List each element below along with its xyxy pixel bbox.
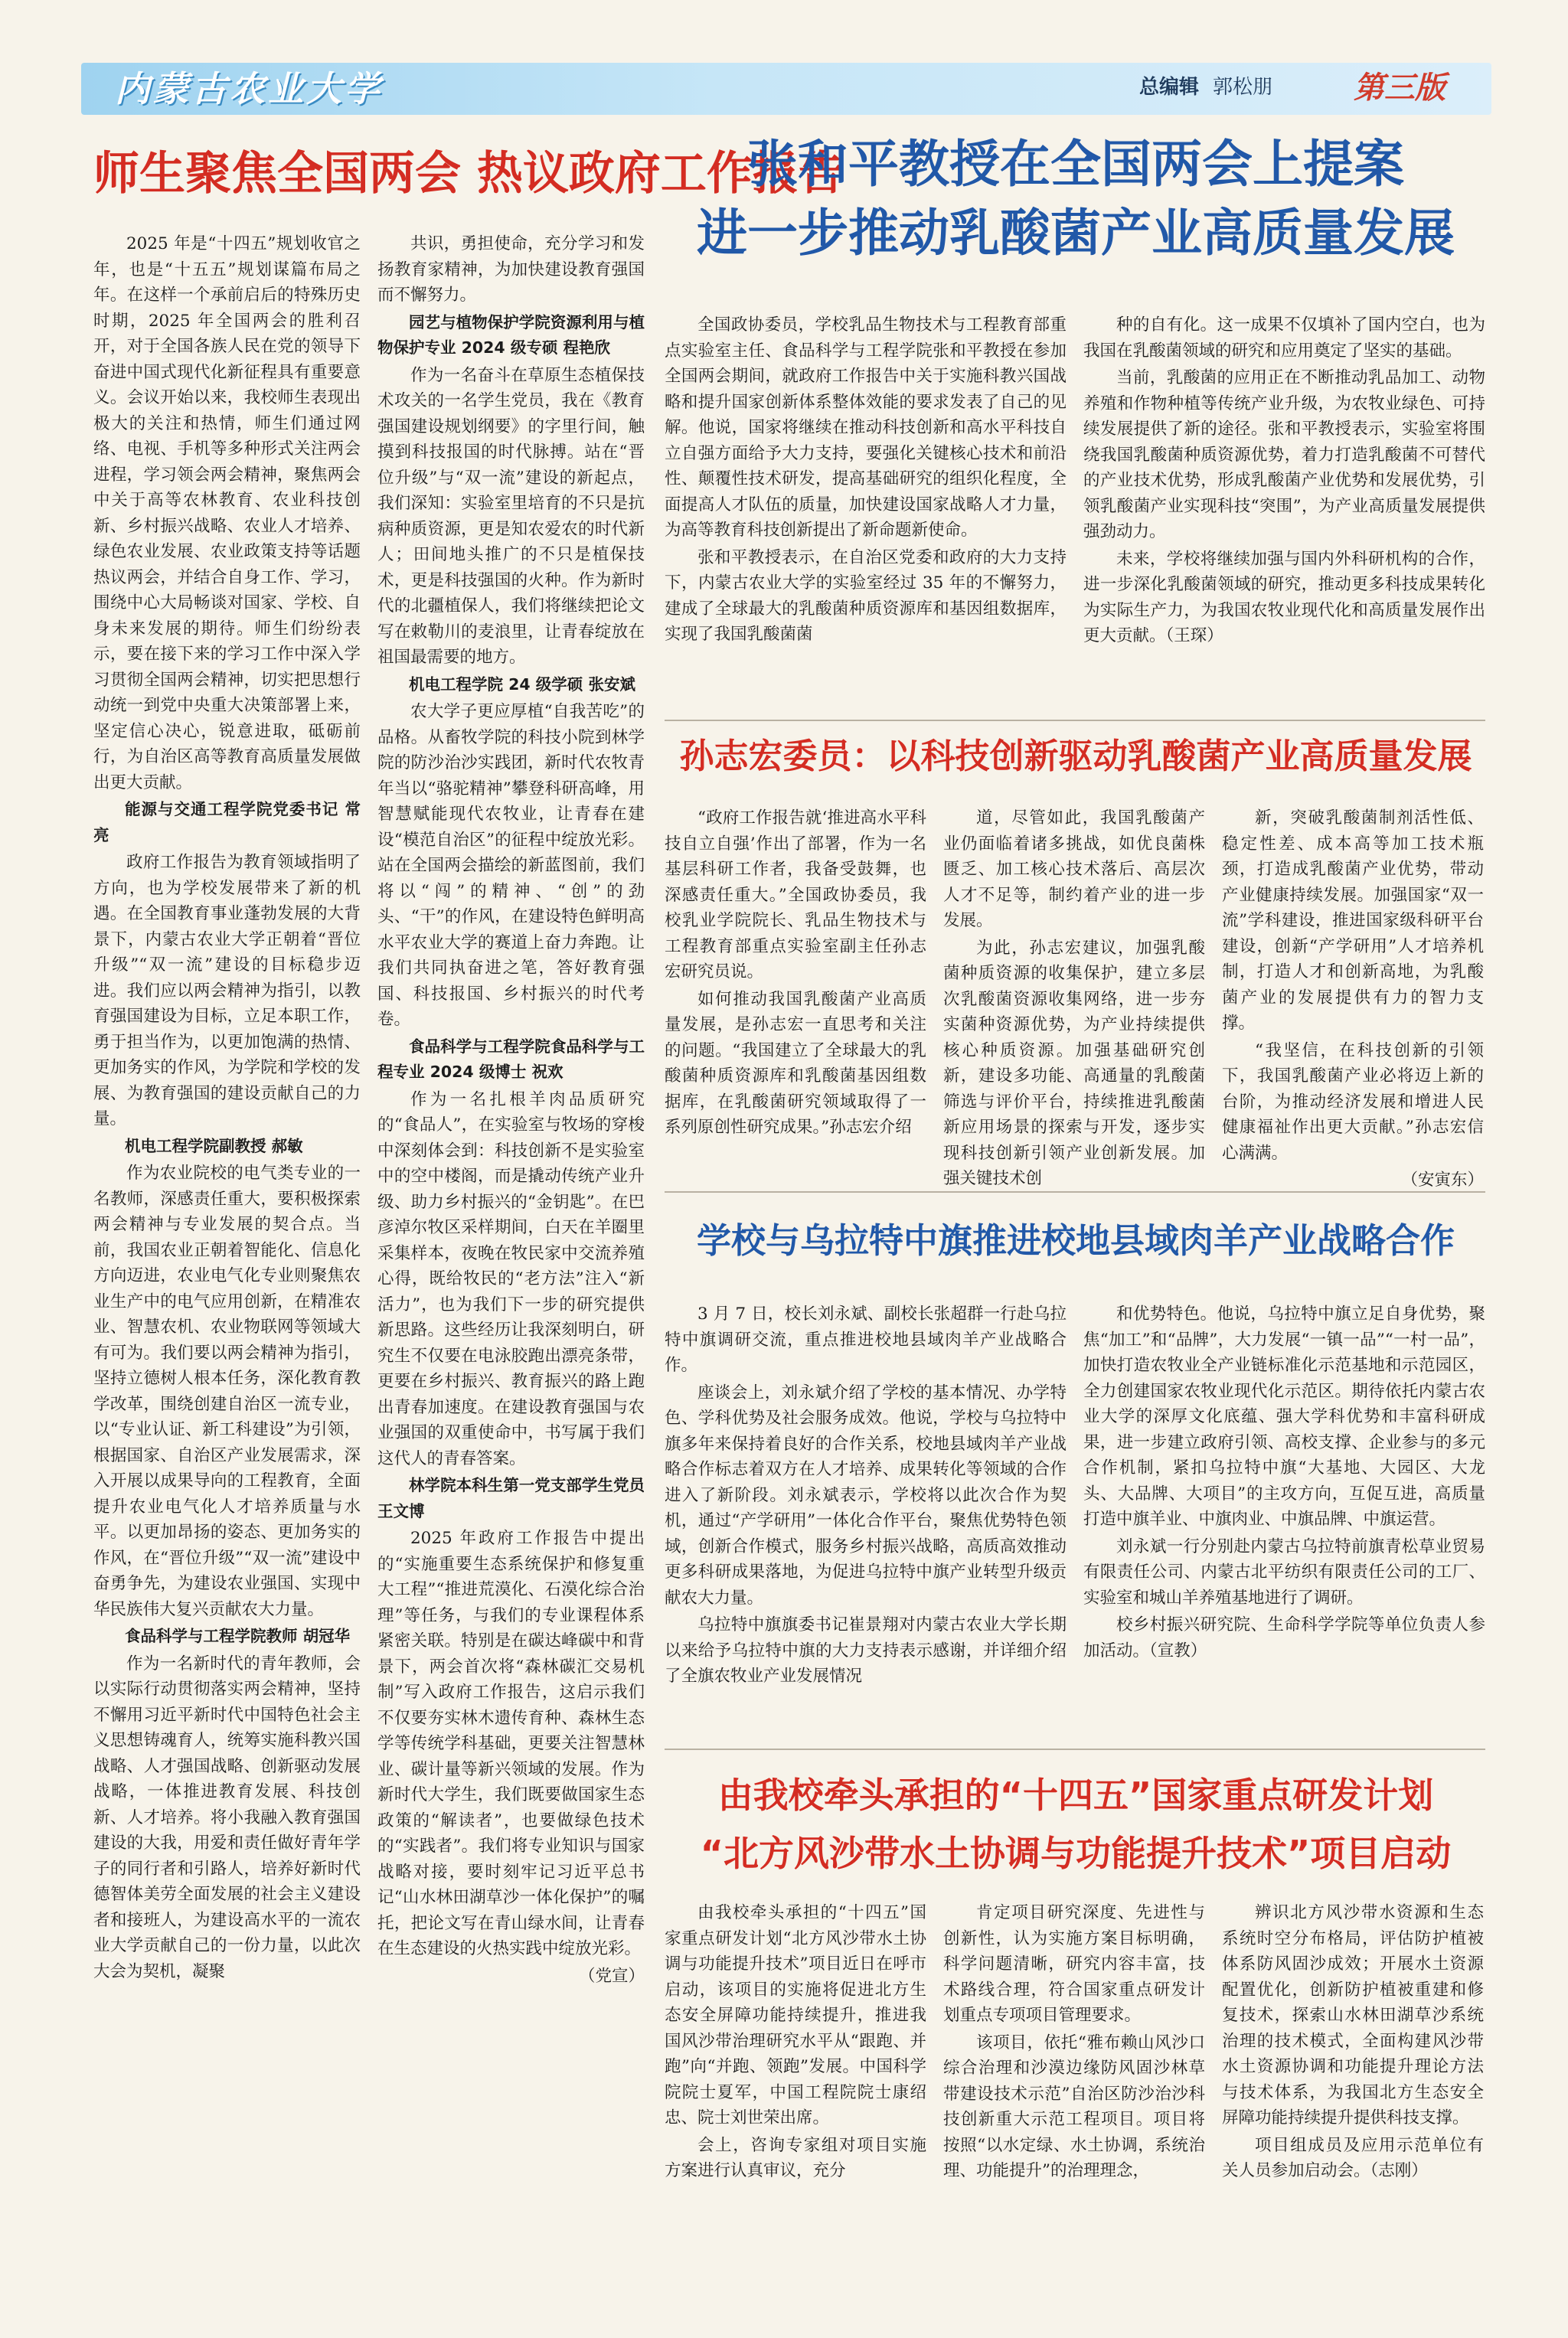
paragraph: 如何推动我国乳酸菌产业高质量发展，是孙志宏一直思考和关注的问题。“我国建立了全球最大的乳酸菌种质资源库和乳酸菌基因组数据库，在乳酸菌研究领域取得了一系列原创性研究成果。”孙志宏介绍: [665, 989, 926, 1137]
byline: 园艺与植物保护学院资源利用与植物保护专业 2024 级专硕 程艳欣: [377, 312, 645, 357]
byline: 食品科学与工程学院食品科学与工程专业 2024 级博士 祝欢: [377, 1037, 645, 1081]
sun-col-3: [1222, 805, 1484, 1188]
project-col-3: [1222, 1900, 1484, 2298]
wulate-headline: 学校与乌拉特中旗推进校地县域肉羊产业战略合作: [696, 1220, 1455, 1261]
project-col-2: [943, 1900, 1205, 2298]
paragraph: 张和平教授表示，在自治区党委和政府的大力支持下，内蒙古农业大学的实验室经过 35 年的不懈努力，建成了全球最大的乳酸菌种质资源库和基因组数据库，实现了我国乳酸菌菌: [665, 547, 1067, 644]
paragraph: 政府工作报告为教育领域指明了方向，也为学校发展带来了新的机遇。在全国教育事业蓬勃发展的大背景下，内蒙古农业大学正朝着“晋位升级”“双一流”建设的目标稳步迈进。我们应以两会精神为指引，以教育强国建设为目标，立足本职工作，勇于担当作为，以更加饱满的热情、更加务实的作风，为学院和学校的发展、为教育强国的建设贡献自己的力量。: [93, 853, 361, 1128]
project-col-1: [665, 1900, 926, 2298]
sun-article: [665, 805, 1485, 1188]
masthead-editor: [1139, 72, 1272, 103]
paragraph: 共识，勇担使命，充分学习和发扬教育家精神，为加快建设教育强国而不懈努力。: [377, 234, 645, 305]
paragraph: 作为一名新时代的青年教师，会以实际行动贯彻落实两会精神，坚持不懈用习近平新时代中国特色社会主义思想铸魂育人，统筹实施科教兴国战略、人才强国战略、创新驱动发展战略，一体推进教育发展、科技创新、人才培养。将小我融入教育强国建设的大我，用爱和责任做好青年学子的同行者和引路人，培养好新时代德智体美劳全面发展的社会主义建设者和接班人，为建设高水平的一流农业大学贡献自己的一份力量，以此次大会为契机，凝聚: [93, 1654, 361, 1981]
author-sign: （安寅东）: [1401, 1171, 1484, 1188]
paragraph: 项目组成员及应用示范单位有关人员参加启动会。（志刚）: [1222, 2135, 1484, 2180]
paragraph: 乌拉特中旗旗委书记崔景翔对内蒙古农业大学长期以来给予乌拉特中旗的大力支持表示感谢，并详细介绍了全旗农牧业产业发展情况: [665, 1615, 1067, 1686]
project-headline-line2: “北方风沙带水土协调与功能提升技术”项目启动: [700, 1833, 1452, 1874]
paragraph: 为此，孙志宏建议，加强乳酸菌种质资源的收集保护，建立多层次乳酸菌资源收集网络，进一步夯实菌种资源优势，为产业持续提供核心种质资源。加强基础研究创新，建设多功能、高通量的乳酸菌筛选与评价平台，持续推进乳酸菌新应用场景的探索与开发，逐步实现科技创新引领产业创新发展。加强关键技术创: [943, 938, 1205, 1188]
paragraph: 作为一名扎根羊肉品质研究的“食品人”，在实验室与牧场的穿梭中深刻体会到：科技创新不是实验室中的空中楼阁，而是撬动传统产业升级、助力乡村振兴的“金钥匙”。在巴彦淖尔牧区采样期间，白天在羊圈里采集样本，夜晚在牧民家中交流养殖心得，既给牧民的“老方法”注入“新活力”，也为我们下一步的研究提供新思路。这些经历让我深刻明白，研究生不仅要在电泳胶跑出漂亮条带，更要在乡村振兴、教育振兴的路上跑出青春加速度。在建设教育强国与农业强国的双重使命中，书写属于我们这代人的青春答案。: [377, 1089, 645, 1468]
paragraph: 座谈会上，刘永斌介绍了学校的基本情况、办学特色、学科优势及社会服务成效。他说，学校与乌拉特中旗多年来保持着良好的合作关系，校地县域肉羊产业战略合作标志着双方在人才培养、成果转化等领域的合作进入了新阶段。刘永斌表示，学校将以此次合作为契机，通过“产学研用”一体化合作平台，聚焦优势特色领域，创新合作模式，服务乡村振兴战略，高质高效推动更多科研成果落地，为促进乌拉特中旗产业转型升级贡献农大力量。: [665, 1383, 1067, 1608]
divider: [665, 1191, 1485, 1193]
paragraph: 当前，乳酸菌的应用正在不断推动乳品加工、动物养殖和作物种植等传统产业升级，为农牧业绿色、可持续发展提供了新的途径。张和平教授表示，实验室将围绕我国乳酸菌种质资源优势，着力打造乳酸菌不可替代的产业技术优势，形成乳酸菌产业优势和发展优势，引领乳酸菌产业实现科技“突围”，为产业高质量发展提供强劲动力。: [1083, 368, 1485, 541]
paragraph: 道，尽管如此，我国乳酸菌产业仍面临着诸多挑战，如优良菌株匮乏、加工核心技术落后、高层次人才不足等，制约着产业的进一步发展。: [943, 808, 1205, 930]
byline: 食品科学与工程学院教师 胡冠华: [125, 1627, 351, 1645]
byline: 林学院本科生第一党支部学生党员 王文博: [377, 1476, 645, 1520]
zhang-article: [665, 312, 1485, 718]
paragraph: 校乡村振兴研究院、生命科学学院等单位负责人参加活动。（宣教）: [1083, 1615, 1485, 1660]
zhang-col-2: [1083, 312, 1485, 718]
paragraph: 刘永斌一行分别赴内蒙古乌拉特前旗青松草业贸易有限责任公司、内蒙古北平纺织有限责任公司的工厂、实验室和城山羊养殖基地进行了调研。: [1083, 1536, 1485, 1608]
project-headline-line1: 由我校牵头承担的“十四五”国家重点研发计划: [717, 1775, 1434, 1816]
paragraph: 作为农业院校的电气类专业的一名教师，深感责任重大，要积极探索两会精神与专业发展的契合点。当前，我国农业正朝着智能化、信息化方向迈进，农业电气化专业则聚焦农业生产中的电气应用创新，在精准农业、智慧农机、农业物联网等领域大有可为。我们要以两会精神为指引，坚持立德树人根本任务，深化教育教学改革，围绕创建自治区一流专业，以“专业认证、新工科建设”为引领，根据国家、自治区产业发展需求，深入开展以成果导向的工程教育，全面提升农业电气化人才培养质量与水平。以更加昂扬的姿态、更加务实的作风，在“晋位升级”“双一流”建设中奋勇争先，为建设农业强国、实现中华民族伟大复兴贡献农大力量。: [93, 1164, 361, 1619]
lianghui-headline: 师生聚焦全国两会 热议政府工作报告: [93, 147, 844, 201]
paragraph: 会上，咨询专家组对项目实施方案进行认真审议，充分: [665, 2135, 926, 2180]
lianghui-col-1: [93, 231, 361, 2252]
zhang-headline-line2: 进一步推动乳酸菌产业高质量发展: [697, 204, 1455, 263]
paragraph: 和优势特色。他说，乌拉特中旗立足自身优势，聚焦“加工”和“品牌”，大力发展“一镇一品”“一村一品”，加快打造农牧业全产业链标准化示范基地和示范园区，全力创建国家农牧业现代化示范区。期待依托内蒙古农业大学的深厚文化底蕴、强大学科优势和丰富科研成果，进一步建立政府引领、高校支撑、企业参与的多元合作机制，紧扣乌拉特中旗“大基地、大园区、大龙头、大品牌、大项目”的主攻方向，互促互进，高质量打造中旗羊业、中旗肉业、中旗品牌、中旗运营。: [1083, 1305, 1485, 1529]
paragraph: 农大学子更应厚植“自我苦吃”的品格。从畜牧学院的科技小院到林学院的防沙治沙实践团，新时代农牧青年当以“骆驼精神”攀登科研高峰，用智慧赋能现代农牧业，让青春在建设“模范自治区”的征程中绽放光彩。站在全国两会描绘的新蓝图前，我们将以“闯”的精神、“创”的劲头、“干”的作风，在建设特色鲜明高水平农业大学的赛道上奋力奔跑。让我们共同执奋进之笔，答好教育强国、科技报国、乡村振兴的时代考卷。: [377, 702, 645, 1029]
paragraph: 作为一名奋斗在草原生态植保技术攻关的一名学生党员，我在《教育强国建设规划纲要》的字里行间，触摸到科技报国的时代脉搏。站在“晋位升级”与“双一流”建设的新起点，我们深知：实验室里培育的不只是抗病种质资源，更是知农爱农的时代新人；田间地头推广的不只是植保技术，更是科技强国的火种。作为新时代的北疆植保人，我们将继续把论文写在敕勒川的麦浪里，让青春绽放在祖国最需要的地方。: [377, 365, 645, 667]
paragraph: 种的自有化。这一成果不仅填补了国内空白，也为我国在乳酸菌领域的研究和应用奠定了坚实的基础。: [1083, 315, 1485, 361]
divider: [665, 720, 1485, 721]
editor-label: 总编辑: [1139, 76, 1200, 99]
paragraph: 2025 年政府工作报告中提出的“实施重要生态系统保护和修复重大工程”“推进荒漠化、石漠化综合治理”等任务，与我们的专业课程体系紧密关联。特别是在碳达峰碳中和背景下，两会首次将“森林碳汇交易机制”写入政府工作报告，这启示我们不仅要夯实林木遗传育种、森林生态学等传统学科基础，更要关注智慧林业、碳计量等新兴领域的发展。作为新时代大学生，我们既要做国家生态政策的“解读者”，也要做绿色技术的“实践者”。我们将专业知识与国家战略对接，要时刻牢记习近平总书记“山水林田湖草沙一体化保护”的嘱托，把论文写在青山绿水间，让青春在生态建设的火热实践中绽放光彩。: [377, 1529, 645, 1958]
zhang-headline-line1: 张和平教授在全国两会上提案: [747, 135, 1404, 194]
lianghui-article: [93, 231, 645, 2252]
masthead-brand: 内蒙古农业大学: [115, 68, 383, 109]
paragraph: 未来，学校将继续加强与国内外科研机构的合作，进一步深化乳酸菌领域的研究，推动更多科技成果转化为实际生产力，为我国农牧业现代化和高质量发展作出更大贡献。（王琛）: [1083, 549, 1485, 645]
paragraph: 辨识北方风沙带水资源和生态系统时空分布格局，评估防护植被体系防风固沙成效；开展水土资源配置优化，创新防护植被重建和修复技术，探索山水林田湖草沙系统治理的技术模式，全面构建风沙带水土资源协调和功能提升理论方法与技术体系，为我国北方生态安全屏障功能持续提升提供科技支撑。: [1222, 1903, 1484, 2127]
wulate-col-2: [1083, 1301, 1485, 1745]
sun-col-1: [665, 805, 926, 1188]
byline: 能源与交通工程学院党委书记 常亮: [93, 800, 361, 844]
paragraph: 2025 年是“十四五”规划收官之年，也是“十五五”规划谋篇布局之年。在这样一个承前启后的特殊历史时期，2025 年全国两会的胜利召开，对于全国各族人民在党的领导下奋进中国式现代化新征程具有重要意义。会议开始以来，我校师生表现出极大的关注和热情，师生们通过网络、电视、手机等多种形式关注两会进程，学习领会两会精神，聚焦两会中关于高等农林教育、农业科技创新、乡村振兴战略、农业人才培养、绿色农业发展、农业政策支持等话题热议两会，并结合自身工作、学习，围绕中心大局畅谈对国家、学校、自身未来发展的期待。师生们纷纷表示，要在接下来的学习工作中深入学习贯彻全国两会精神，切实把思想行动统一到党中央重大决策部署上来，坚定信心决心，锐意进取，砥砺前行，为自治区高等教育高质量发展做出更大贡献。: [93, 234, 361, 792]
paragraph: 新，突破乳酸菌制剂活性低、稳定性差、成本高等加工技术瓶颈，打造成乳酸菌产业优势，带动产业健康持续发展。加强国家“双一流”学科建设，推进国家级科研平台建设，创新“产学研用”人才培养机制，打造人才和创新高地，为乳酸菌产业的发展提供有力的智力支撑。: [1222, 808, 1484, 1033]
zhang-col-1: [665, 312, 1067, 718]
paragraph: 肯定项目研究深度、先进性与创新性，认为实施方案目标明确，科学问题清晰，研究内容丰富，技术路线合理，符合国家重点研发计划重点专项项目管理要求。: [943, 1903, 1205, 2025]
byline: 机电工程学院 24 级学硕 张安斌: [409, 674, 635, 694]
edition-label: 第三版: [1354, 70, 1446, 106]
sun-headline: 孙志宏委员：以科技创新驱动乳酸菌产业高质量发展: [679, 736, 1472, 776]
paragraph: 由我校牵头承担的“十四五”国家重点研发计划“北方风沙带水土协调与功能提升技术”项目近日在呼市启动，该项目的实施将促进北方生态安全屏障功能持续提升，推进我国风沙带治理研究水平从“跟跑、并跑”向“并跑、领跑”发展。中国科学院院士夏军，中国工程院院士康绍忠、院士刘世荣出席。: [665, 1903, 926, 2127]
paragraph: 3 月 7 日，校长刘永斌、副校长张超群一行赴乌拉特中旗调研交流，重点推进校地县域肉羊产业战略合作。: [665, 1305, 1067, 1375]
author-sign: （党宣）: [578, 1966, 645, 1986]
masthead: [81, 63, 1491, 115]
sun-col-2: [943, 805, 1205, 1188]
paragraph: 该项目，依托“雅布赖山风沙口综合治理和沙漠边缘防风固沙林草带建设技术示范”自治区防沙治沙科技创新重大示范工程项目。项目将按照“以水定绿、水土协调，系统治理、功能提升”的治理理念，: [943, 2033, 1205, 2180]
divider: [665, 1749, 1485, 1750]
project-article: [665, 1900, 1485, 2298]
lianghui-col-2: [377, 231, 645, 2252]
editor-name: 郭松朋: [1213, 76, 1273, 99]
paragraph: “我坚信，在科技创新的引领下，我国乳酸菌产业必将迈上新的台阶，为推动经济发展和增进人民健康福祉作出更大贡献。”孙志宏信心满满。: [1222, 1040, 1484, 1163]
paragraph: “政府工作报告就‘推进高水平科技自立自强’作出了部署，作为一名基层科研工作者，我备受鼓舞，也深感责任重大。”全国政协委员，我校乳业学院院长、乳品生物技术与工程教育部重点实验室副主任孙志宏研究员说。: [665, 808, 926, 981]
wulate-col-1: [665, 1301, 1067, 1745]
paragraph: 全国政协委员，学校乳品生物技术与工程教育部重点实验室主任、食品科学与工程学院张和平教授在参加全国两会期间，就政府工作报告中关于实施科教兴国战略和提升国家创新体系整体效能的要求发表了自己的见解。他说，国家将继续在推动科技创新和高水平科技自立自强方面给予大力支持，要强化关键核心技术和前沿性、颠覆性技术研发，提高基础研究的组织化程度，全面提高人才队伍的质量，加快建设国家战略人才力量，为高等教育科技创新提出了新命题新使命。: [665, 315, 1067, 540]
wulate-article: [665, 1301, 1485, 1745]
byline: 机电工程学院副教授 郝敏: [125, 1136, 303, 1155]
